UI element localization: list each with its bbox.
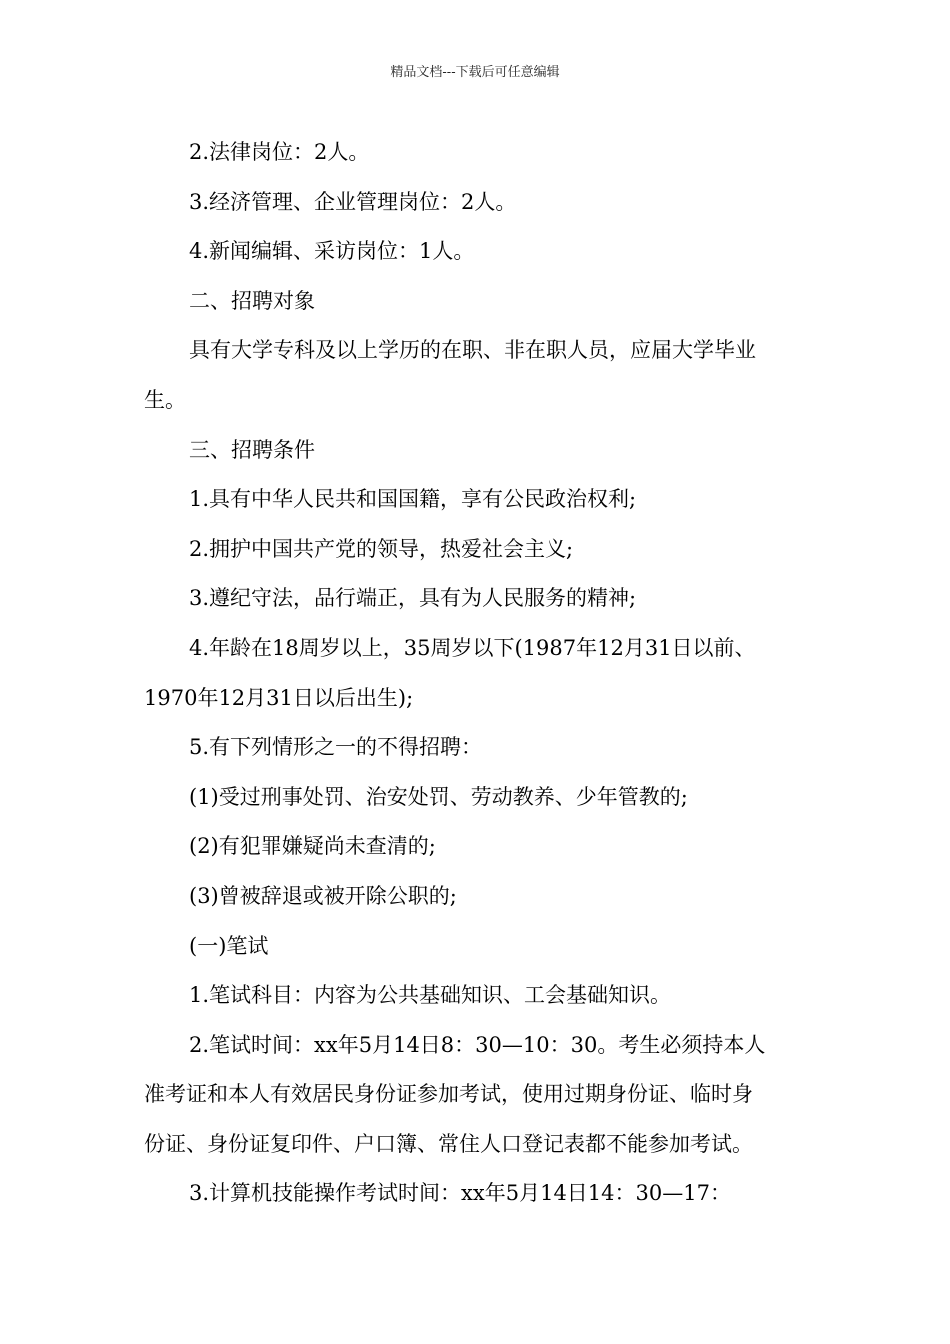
text-line: 份证、身份证复印件、户口簿、常住人口登记表都不能参加考试。	[144, 1131, 753, 1156]
text-line: 5.有下列情形之一的不得招聘：	[189, 735, 483, 760]
text-line: 2.笔试时间：xx年5月14日8：30—10：30。考生必须持本人	[189, 1032, 766, 1057]
document-body	[144, 132, 824, 1223]
text-line: (2)有犯罪嫌疑尚未查清的;	[189, 834, 436, 859]
text-line: 1.具有中华人民共和国国籍，享有公民政治权利;	[189, 487, 637, 512]
text-line: (3)曾被辞退或被开除公职的;	[189, 883, 457, 908]
text-line: 2.拥护中国共产党的领导，热爱社会主义;	[189, 536, 574, 561]
text-line: 4.新闻编辑、采访岗位：1人。	[189, 239, 475, 264]
text-line: 1.笔试科目：内容为公共基础知识、工会基础知识。	[189, 983, 672, 1008]
section-heading: 三、招聘条件	[189, 437, 315, 462]
section-heading: (一)笔试	[189, 933, 269, 958]
text-line: 4.年龄在18周岁以上，35周岁以下(1987年12月31日以前、	[189, 635, 756, 660]
text-line: 2.法律岗位：2人。	[189, 140, 370, 164]
text-line: 具有大学专科及以上学历的在职、非在职人员，应届大学毕业	[189, 338, 756, 363]
text-line: 3.计算机技能操作考试时间：xx年5月14日14：30—17：	[189, 1181, 731, 1206]
text-line: 生。	[144, 387, 186, 412]
text-line: 准考证和本人有效居民身份证参加考试，使用过期身份证、临时身	[144, 1082, 753, 1107]
text-line: 1970年12月31日以后出生);	[144, 685, 414, 710]
text-line: 3.遵纪守法，品行端正，具有为人民服务的精神;	[189, 586, 637, 611]
section-heading: 二、招聘对象	[189, 288, 315, 313]
text-line: (1)受过刑事处罚、治安处罚、劳动教养、少年管教的;	[189, 784, 688, 809]
text-line: 3.经济管理、企业管理岗位：2人。	[189, 189, 517, 214]
page-header: 精品文档---下载后可任意编辑	[390, 65, 560, 80]
